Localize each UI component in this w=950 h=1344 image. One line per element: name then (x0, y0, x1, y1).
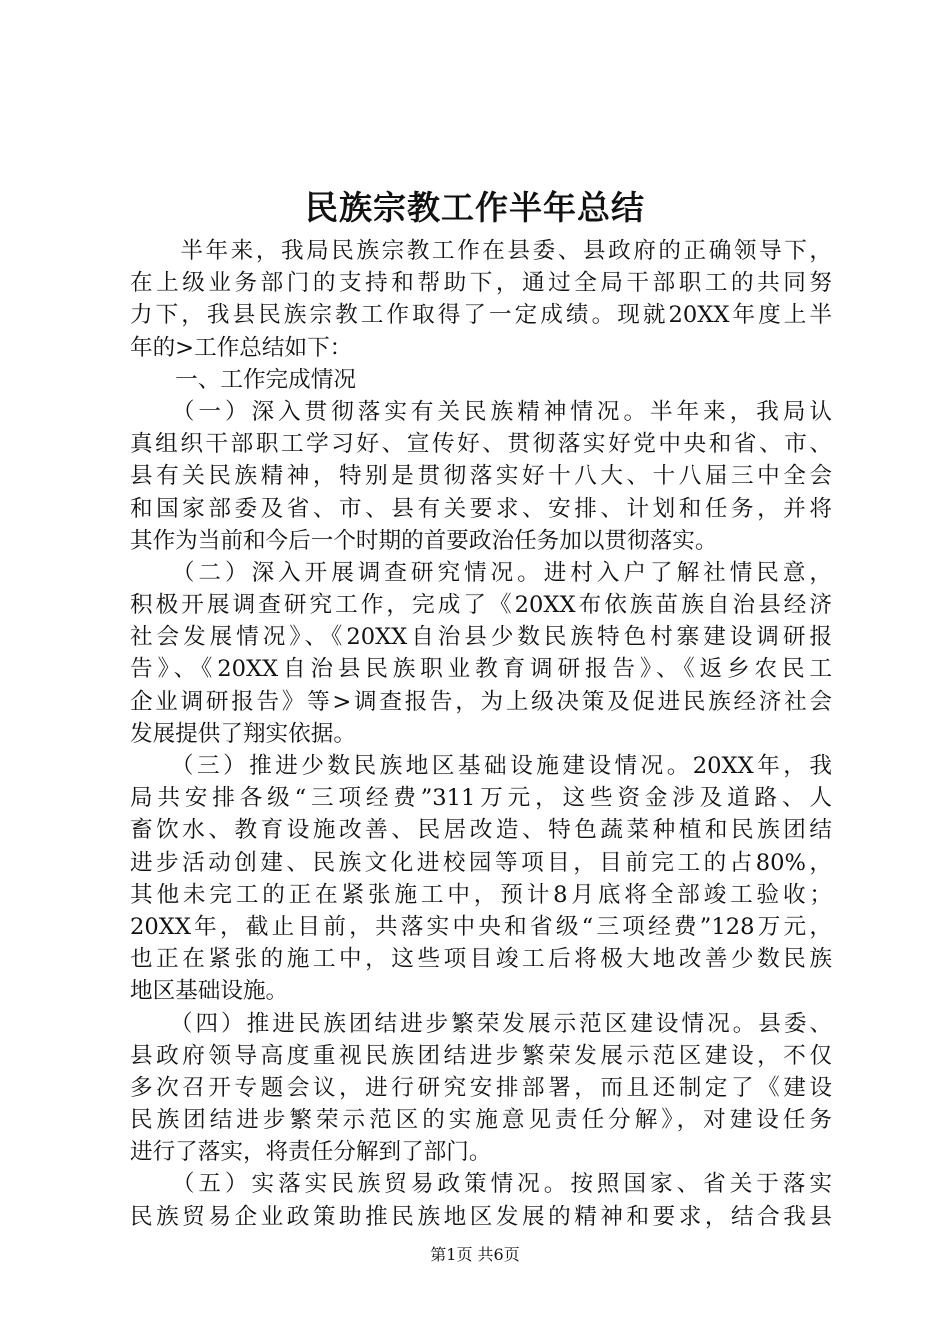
text-line: 县有关民族精神，特别是贯彻落实好十八大、十八届三中全会 (130, 463, 832, 490)
text-line: 力下，我县民族宗教工作取得了一定成绩。现就20XX年度上半 (130, 302, 832, 329)
text-line: 也正在紧张的施工中，这些项目竣工后将极大地改善少数民族 (130, 946, 832, 973)
text-line: 发展提供了翔实依据。 (130, 720, 356, 747)
text-line: （一）深入贯彻落实有关民族精神情况。半年来，我局认 (130, 398, 832, 425)
text-line: 20XX年，截止目前，共落实中央和省级“三项经费”128万元， (130, 913, 832, 940)
text-line: 民族团结进步繁荣示范区的实施意见责任分解》，对建设任务 (130, 1107, 832, 1134)
text-line: 民族贸易企业政策助推民族地区发展的精神和要求，结合我县 (130, 1203, 832, 1230)
text-line: 进行了落实，将责任分解到了部门。 (130, 1139, 492, 1166)
text-line: （二）深入开展调查研究情况。进村入户了解社情民意， (130, 559, 832, 586)
text-line: 在上级业务部门的支持和帮助下，通过全局干部职工的共同努 (130, 270, 832, 297)
text-line: 社会发展情况》、《20XX自治县少数民族特色村寨建设调研报 (130, 624, 832, 651)
text-line: 地区基础设施。 (130, 978, 289, 1005)
document-title: 民族宗教工作半年总结 (305, 188, 645, 227)
document-body (130, 235, 832, 1233)
text-line: 和国家部委及省、市、县有关要求、安排、计划和任务，并将 (130, 495, 832, 522)
text-line: 一、工作完成情况 (130, 366, 356, 393)
text-line: 进步活动创建、民族文化进校园等项目，目前完工的占80%， (130, 849, 832, 876)
text-line: 县政府领导高度重视民族团结进步繁荣发展示范区建设，不仅 (130, 1042, 832, 1069)
page-footer: 第1页 共6页 (430, 1245, 520, 1264)
text-line: 局共安排各级“三项经费”311万元，这些资金涉及道路、人 (130, 785, 832, 812)
text-line: 半年来，我局民族宗教工作在县委、县政府的正确领导下， (130, 238, 832, 264)
text-line: 企业调研报告》等>调查报告，为上级决策及促进民族经济社会 (130, 688, 832, 715)
text-line: （三）推进少数民族地区基础设施建设情况。20XX年，我 (130, 753, 832, 779)
text-line: 其他未完工的正在紧张施工中，预计8月底将全部竣工验收； (130, 881, 832, 908)
text-line: 积极开展调查研究工作，完成了《20XX布依族苗族自治县经济 (130, 592, 832, 619)
text-line: 告》、《20XX自治县民族职业教育调研报告》、《返乡农民工 (130, 656, 832, 683)
text-line: （四）推进民族团结进步繁荣发展示范区建设情况。县委、 (130, 1010, 832, 1037)
text-line: 其作为当前和今后一个时期的首要政治任务加以贯彻落实。 (130, 527, 718, 554)
text-line: （五）实落实民族贸易政策情况。按照国家、省关于落实 (130, 1171, 832, 1198)
text-line: 年的>工作总结如下： (130, 334, 353, 361)
text-line: 真组织干部职工学习好、宣传好、贯彻落实好党中央和省、市、 (130, 431, 832, 458)
text-line: 多次召开专题会议，进行研究安排部署，而且还制定了《建设 (130, 1074, 832, 1101)
text-line: 畜饮水、教育设施改善、民居改造、特色蔬菜种植和民族团结 (130, 817, 832, 844)
